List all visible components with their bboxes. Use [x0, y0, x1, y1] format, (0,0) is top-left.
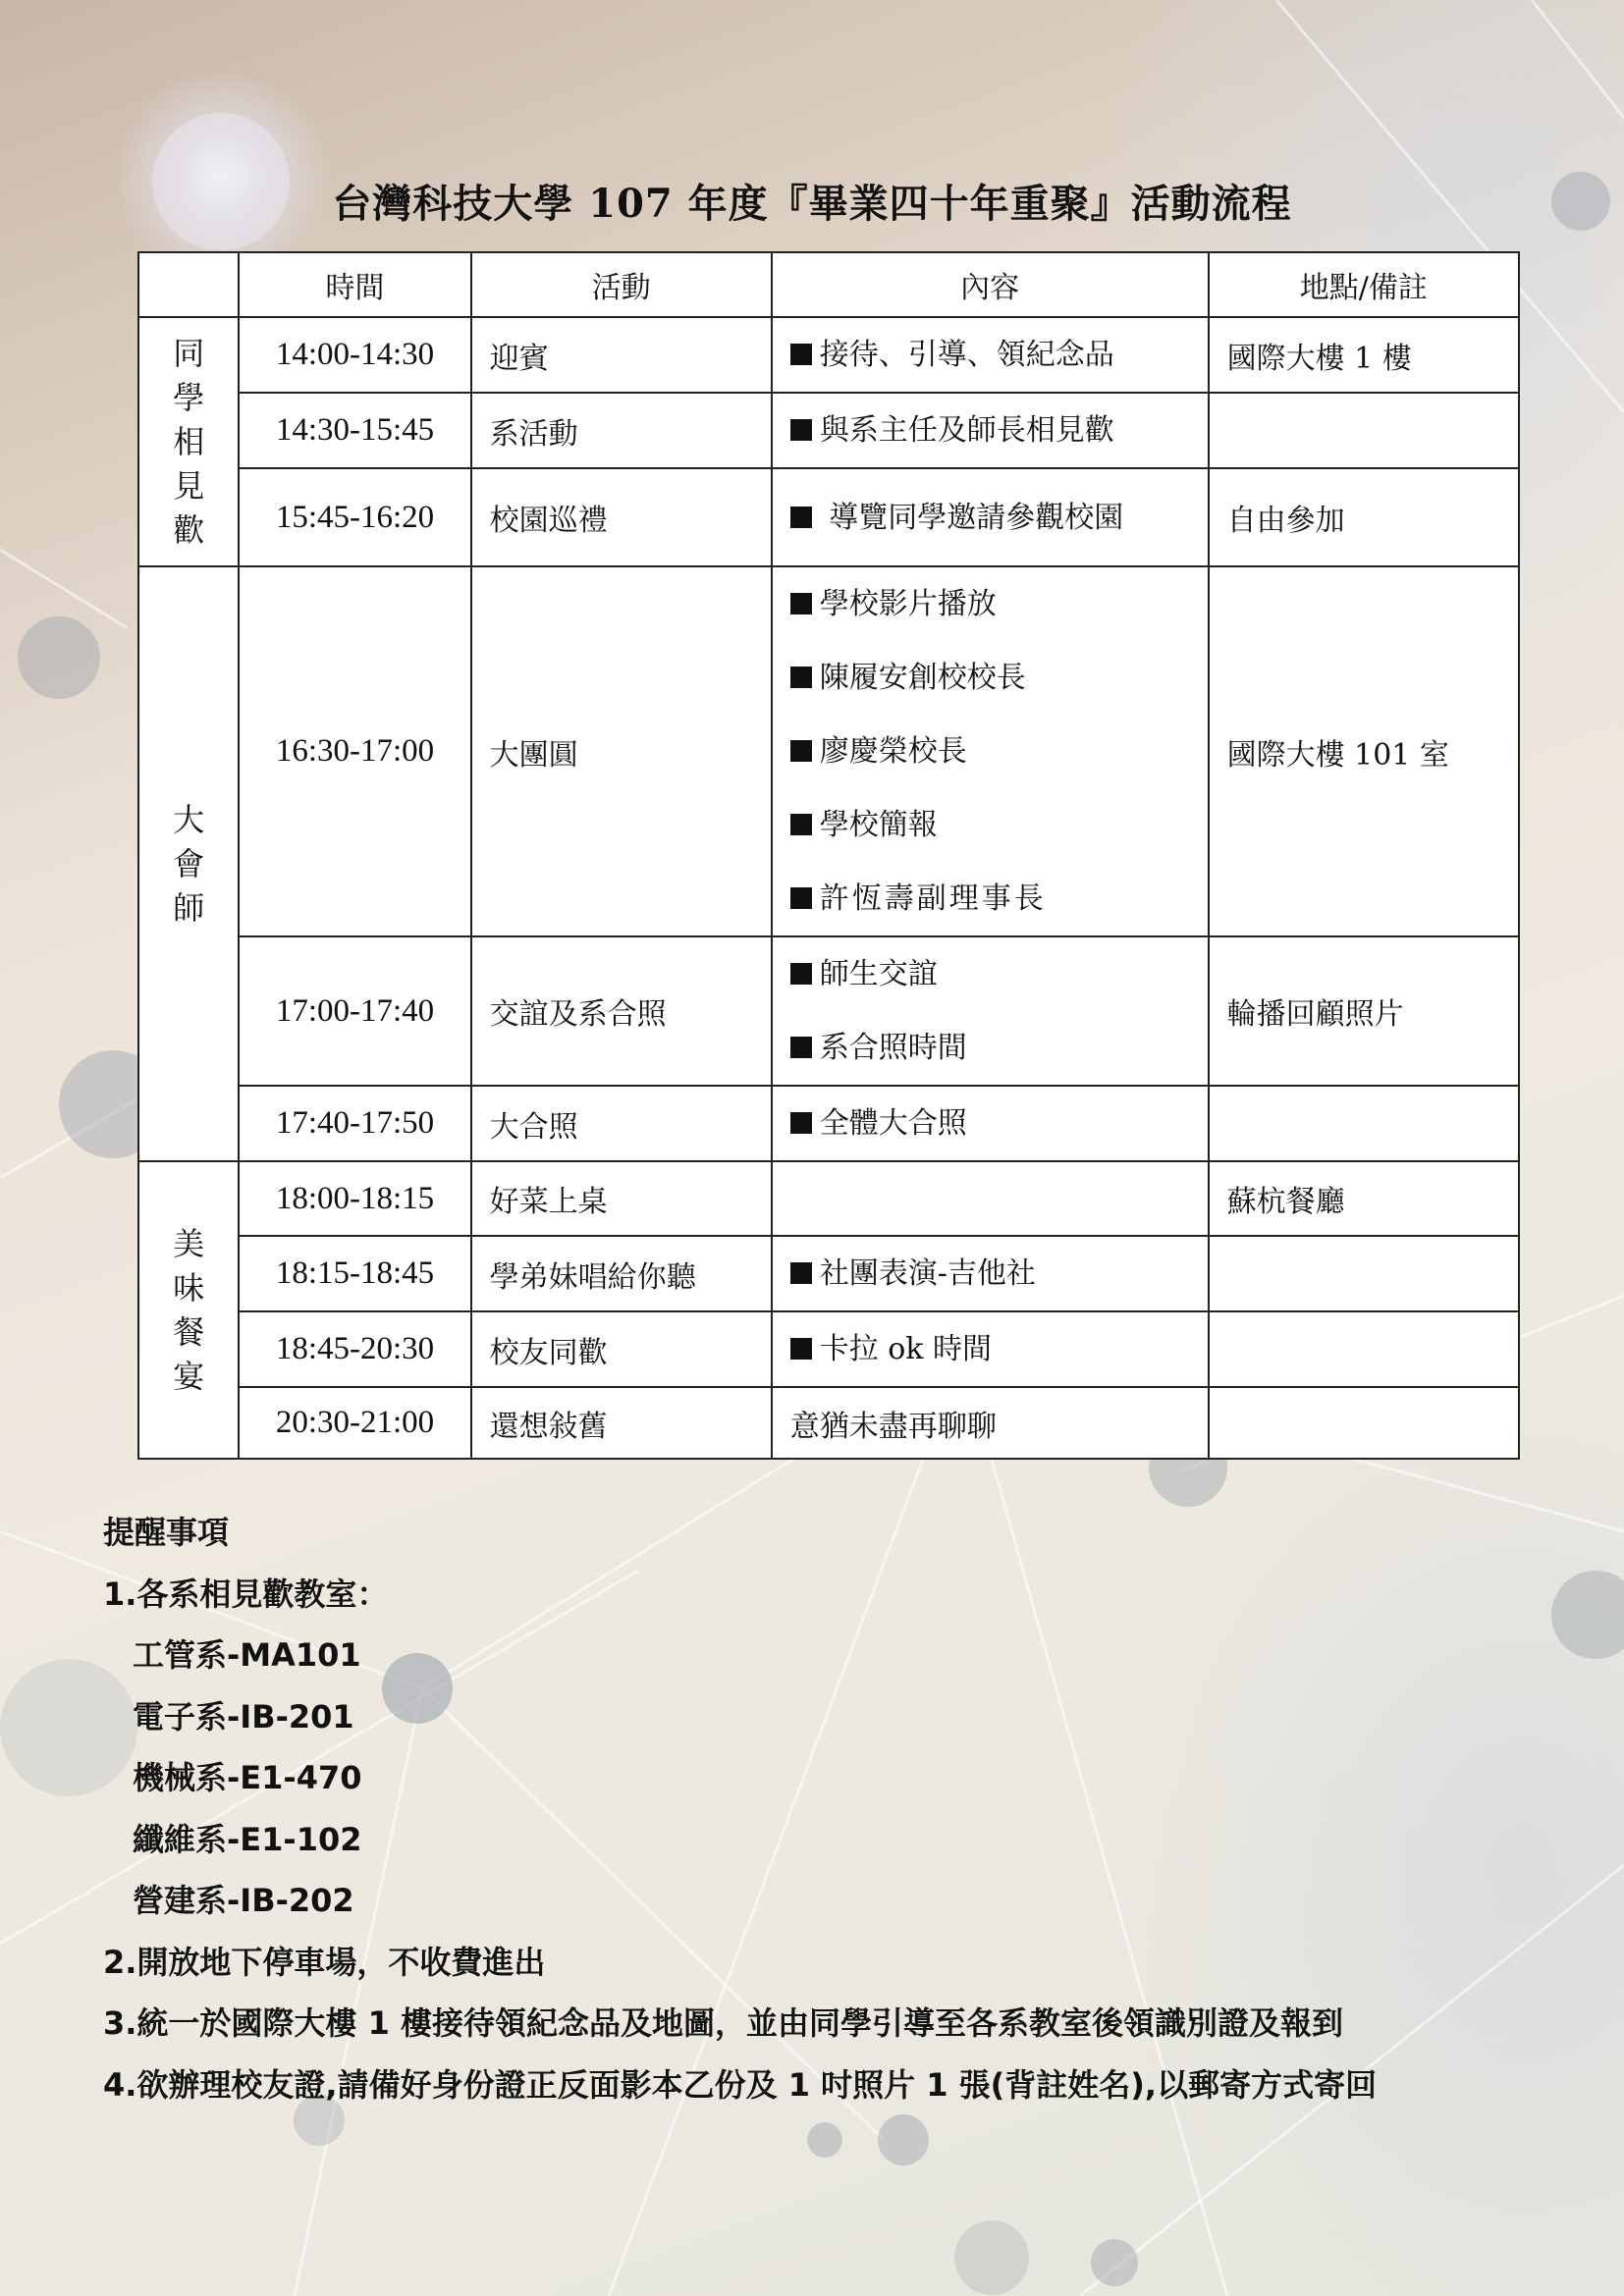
- room-item: 纖維系-E1-102: [133, 1820, 362, 1858]
- time-cell: 18:00-18:15: [239, 1161, 470, 1236]
- note-cell: 國際大樓 101 室: [1209, 566, 1519, 936]
- time-cell: 18:15-18:45: [239, 1236, 470, 1311]
- bullet-square-icon: [790, 344, 812, 365]
- time-cell: 14:00-14:30: [239, 317, 470, 393]
- bullet-square-icon: [790, 814, 812, 835]
- bullet-square-icon: [790, 507, 812, 528]
- activity-cell: 還想敍舊: [471, 1387, 772, 1459]
- table-row: [138, 1311, 1519, 1387]
- activity-cell: 迎賓: [471, 317, 772, 393]
- content-cell: 接待、引導、領紀念品: [772, 317, 1209, 393]
- bullet-square-icon: [790, 667, 812, 688]
- note-cell: [1209, 1086, 1519, 1161]
- table-row: [138, 468, 1519, 566]
- header-group: [138, 252, 239, 317]
- content-cell: 與系主任及師長相見歡: [772, 393, 1209, 468]
- bullet-square-icon: [790, 740, 812, 762]
- page-title: 台灣科技大學 107 年度『畢業四十年重聚』活動流程: [332, 181, 1292, 227]
- content-cell: 卡拉 ok 時間: [772, 1311, 1209, 1387]
- room-item: 機械系-E1-470: [133, 1759, 362, 1796]
- activity-cell: 大團圓: [471, 566, 772, 936]
- header-content: 內容: [772, 252, 1209, 317]
- time-cell: 17:00-17:40: [239, 936, 470, 1086]
- table-row: [138, 936, 1519, 1086]
- reminders-heading: 提醒事項: [103, 1514, 230, 1551]
- note-cell: [1209, 1387, 1519, 1459]
- table-row: [138, 393, 1519, 468]
- group-label: 美 味 餐 宴: [138, 1161, 239, 1459]
- content-cell: 導覽同學邀請參觀校園: [772, 468, 1209, 566]
- room-item: 工管系-MA101: [133, 1636, 361, 1674]
- table-row: [138, 1236, 1519, 1311]
- schedule-table: [137, 251, 1520, 1460]
- content-cell: 社團表演-吉他社: [772, 1236, 1209, 1311]
- bullet-square-icon: [790, 887, 812, 909]
- note-cell: [1209, 1236, 1519, 1311]
- content-cell: 意猶未盡再聊聊: [772, 1387, 1209, 1459]
- table-row: [138, 1387, 1519, 1459]
- content-cell: [772, 1161, 1209, 1236]
- note-cell: 蘇杭餐廳: [1209, 1161, 1519, 1236]
- note-cell: 國際大樓 1 樓: [1209, 317, 1519, 393]
- bullet-square-icon: [790, 963, 812, 985]
- activity-cell: 學弟妹唱給你聽: [471, 1236, 772, 1311]
- bullet-square-icon: [790, 1338, 812, 1360]
- time-cell: 15:45-16:20: [239, 468, 470, 566]
- room-item: 營建系-IB-202: [133, 1882, 354, 1919]
- bullet-square-icon: [790, 1112, 812, 1134]
- activity-cell: 好菜上桌: [471, 1161, 772, 1236]
- bullet-square-icon: [790, 419, 812, 441]
- content-cell: 學校影片播放 陳履安創校校長 廖慶榮校長 學校簡報 許恆壽副理事長: [772, 566, 1209, 936]
- reminder-item-3: 3.統一於國際大樓 1 樓接待領紀念品及地圖，並由同學引導至各系教室後領識別證及報到: [103, 2004, 1343, 2042]
- room-item: 電子系-IB-201: [133, 1697, 354, 1735]
- time-cell: 14:30-15:45: [239, 393, 470, 468]
- header-activity: 活動: [471, 252, 772, 317]
- content-cell: 師生交誼 系合照時間: [772, 936, 1209, 1086]
- table-row: [138, 1086, 1519, 1161]
- table-row: [138, 1161, 1519, 1236]
- table-header-row: [138, 252, 1519, 317]
- time-cell: 20:30-21:00: [239, 1387, 470, 1459]
- reminder-item-4: 4.欲辦理校友證,請備好身份證正反面影本乙份及 1 吋照片 1 張(背註姓名),以郵寄方式寄回: [103, 2065, 1378, 2104]
- reminders-section: [103, 1502, 1377, 2115]
- reminder-item-1: 1.各系相見歡教室：: [103, 1575, 389, 1613]
- group-label: 大 會 師: [138, 566, 239, 1161]
- activity-cell: 校友同歡: [471, 1311, 772, 1387]
- note-cell: 輪播回顧照片: [1209, 936, 1519, 1086]
- reminder-item-2: 2.開放地下停車場，不收費進出: [103, 1943, 546, 1981]
- activity-cell: 校園巡禮: [471, 468, 772, 566]
- bullet-square-icon: [790, 1262, 812, 1284]
- group-label: 同 學 相 見 歡: [138, 317, 239, 566]
- header-time: 時間: [239, 252, 470, 317]
- content-cell: 全體大合照: [772, 1086, 1209, 1161]
- time-cell: 16:30-17:00: [239, 566, 470, 936]
- activity-cell: 大合照: [471, 1086, 772, 1161]
- bullet-square-icon: [790, 1037, 812, 1058]
- time-cell: 18:45-20:30: [239, 1311, 470, 1387]
- note-cell: [1209, 393, 1519, 468]
- time-cell: 17:40-17:50: [239, 1086, 470, 1161]
- activity-cell: 系活動: [471, 393, 772, 468]
- activity-cell: 交誼及系合照: [471, 936, 772, 1086]
- note-cell: 自由參加: [1209, 468, 1519, 566]
- table-row: [138, 317, 1519, 393]
- bullet-square-icon: [790, 593, 812, 614]
- table-row: [138, 566, 1519, 936]
- header-location-note: 地點/備註: [1209, 252, 1519, 317]
- note-cell: [1209, 1311, 1519, 1387]
